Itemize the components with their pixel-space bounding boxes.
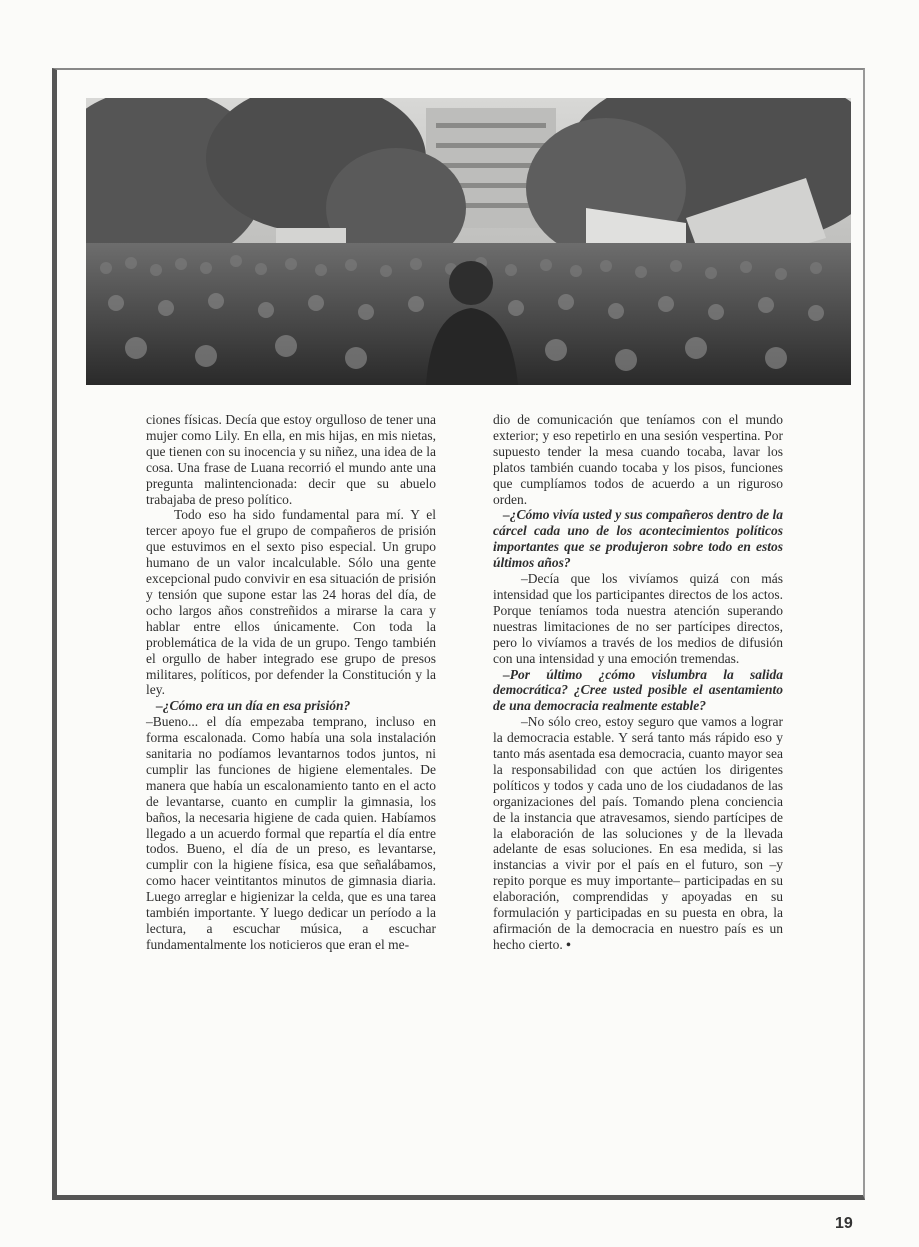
paragraph: –Bueno... el día empezaba temprano, incluso en forma escalonada. Como había una sola instalación sanitaria no podíamos levantarnos todos juntos, ni cumplir las funciones de higiene elementales. De manera que había un escalonamiento tanto en el acto de levantarse, cuanto en cumplir la gimnasia, los baños, la necesaria higiene de cada quien. Habíamos llegado a un acuerdo formal que repartía el día entre todos. Bueno, el día de un preso, es levantarse, cumplir con la higiene física, esa que señalábamos, como hacer veintitantos minutos de gimnasia diaria. Luego arreglar e higienizar la celda, que es una tarea también importante. Y luego dedicar un período a la lectura, a escuchar música, a escuchar fundamentalmente los noticieros que eran el me- [146, 714, 436, 952]
paragraph: dio de comunicación que teníamos con el mundo exterior; y eso repetirlo en una sesión vespertina. Por supuesto tender la mesa cuando tocaba, lavar los platos también cuando tocaba y los pisos, funciones que cumplíamos todos de acuerdo a un riguroso orden. [493, 412, 783, 507]
paragraph: Todo eso ha sido fundamental para mí. Y el tercer apoyo fue el grupo de compañeros de prisión que estuvimos en el sexto piso especial. Un grupo humano de un valor incalculable. Sólo una gente excepcional pudo convivir en esa situación de prisión y tensión que supone estar las 24 horas del día, de ocho largos años constreñidos a mirarse la cara y hablar entre ellos únicamente. Con toda la problemática de la vida de un grupo. Tengo también el orgullo de haber integrado ese grupo de presos militares, políticos, por defender la Constitución y la ley. [146, 507, 436, 698]
right-column [493, 412, 783, 953]
paragraph [493, 714, 783, 953]
end-mark: • [566, 936, 571, 952]
paragraph-text: –No sólo creo, estoy seguro que vamos a lograr la democracia estable. Y será tanto más rápido eso y tanto más asentada esa democracia, cuanto mayor sea la responsabilidad con que actúen los dirigentes políticos y todos y cada uno de los ciudadanos de las organizaciones del país. Tomando plena conciencia de la instancia que atravesamos, siendo partícipes de la elaboración de las soluciones y de la llevada adelante de esas soluciones. En esa medida, si las instancias a vivir por el país en el futuro, son –y repito porque es muy importante– participadas en su elaboración, comprendidas y apoyadas en su formulación y participadas en su puesta en obra, la afirmación de la democracia en nuestro país es un hecho cierto. [493, 714, 783, 952]
interview-question: –¿Cómo vivía usted y sus compañeros dentro de la cárcel cada uno de los acontecimientos políticos importantes que se produjeron sobre todo en estos últimos años? [493, 507, 783, 571]
left-column [146, 412, 436, 953]
interview-question: –¿Cómo era un día en esa prisión? [156, 698, 351, 714]
crowd-photo [86, 98, 851, 385]
paragraph: –Decía que los vivíamos quizá con más intensidad que los participantes directos de los actos. Porque teníamos toda nuestra atención superando nuestras limitaciones de no ser partícipes directos, pero lo vivíamos a través de los medios de difusión con una intensidad y una emoción tremendas. [493, 571, 783, 666]
page-number: 19 [835, 1215, 853, 1232]
interview-question: –Por último ¿cómo vislumbra la salida democrática? ¿Cree usted posible el asentamiento de una democracia realmente estable? [493, 666, 783, 714]
crowd-photo-image [86, 98, 851, 385]
paragraph: ciones físicas. Decía que estoy orgulloso de tener una mujer como Lily. En ella, en mis hijas, en mis nietas, que tienen con su inocencia y su niñez, una idea de la cosa. Una frase de Luana recorrió el mundo ante una pregunta malintencionada: decir que su abuelo trabajaba de preso político. [146, 412, 436, 507]
